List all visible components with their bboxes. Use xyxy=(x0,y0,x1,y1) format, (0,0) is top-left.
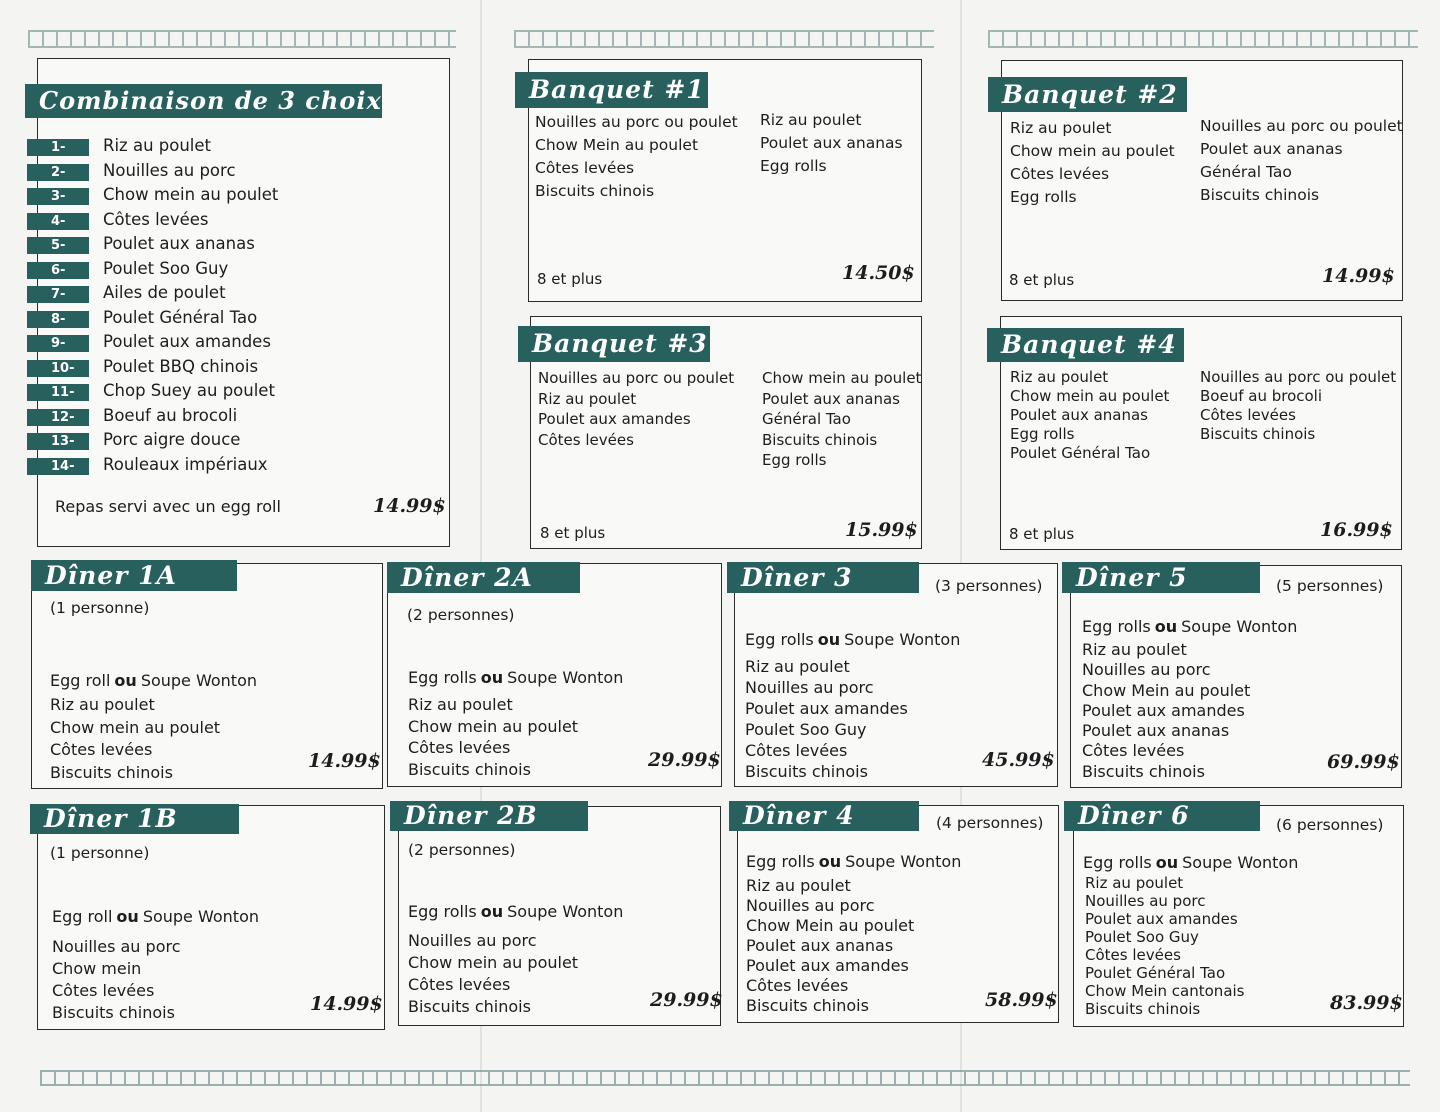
diner-item: Poulet Soo Guy xyxy=(745,720,867,739)
diner-item: Poulet aux amandes xyxy=(746,956,909,975)
diner-persons: (6 personnes) xyxy=(1276,816,1384,834)
diner-item: Poulet aux amandes xyxy=(1082,700,1245,720)
banquet-item: Chow mein au poulet xyxy=(1010,387,1170,405)
diner-item: Biscuits chinois xyxy=(50,762,173,782)
starter-egg-roll: Egg rolls xyxy=(1082,617,1151,636)
diner-item: Poulet aux ananas xyxy=(746,936,894,955)
banquet-1-items-left xyxy=(535,111,738,203)
combo-item-number: 3- xyxy=(27,188,89,205)
diner-item: Chow mein au poulet xyxy=(408,716,579,736)
diner-starter-choice xyxy=(408,902,623,921)
diner-title: Dîner 2B xyxy=(390,801,588,831)
diner-price: 29.99$ xyxy=(648,749,721,771)
combo-item-label: Poulet Général Tao xyxy=(103,307,258,327)
diner-price: 29.99$ xyxy=(650,989,723,1011)
starter-soup: Soupe Wonton xyxy=(507,902,624,921)
starter-or: ou xyxy=(1155,853,1179,872)
starter-or: ou xyxy=(480,668,504,687)
starter-soup: Soupe Wonton xyxy=(142,907,259,926)
diner-items xyxy=(1085,874,1245,1018)
banquet-4-items-left xyxy=(1010,368,1169,463)
combo-footer: Repas servi avec un egg roll xyxy=(55,497,281,516)
diner-title: Dîner 1A xyxy=(31,560,237,591)
diner-item: Poulet Général Tao xyxy=(1085,964,1226,982)
banquet-2-title: Banquet #2 xyxy=(988,77,1187,112)
banquet-item: Riz au poulet xyxy=(760,111,862,129)
diner-item: Riz au poulet xyxy=(408,695,513,714)
diner-price: 14.99$ xyxy=(310,993,383,1015)
combo-item-number: 1- xyxy=(27,139,89,156)
diner-title: Dîner 4 xyxy=(729,801,919,831)
diner-item: Côtes levées xyxy=(408,975,511,994)
combo-item-label: Poulet BBQ chinois xyxy=(103,356,259,376)
banquet-2-footer: 8 et plus xyxy=(1009,271,1075,289)
banquet-2-items-left xyxy=(1010,117,1175,209)
banquet-item: Général Tao xyxy=(762,410,851,428)
starter-or: ou xyxy=(817,630,841,649)
combo-item-number: 2- xyxy=(27,164,89,181)
combo-item-number: 5- xyxy=(27,237,89,254)
diner-persons: (5 personnes) xyxy=(1276,577,1384,595)
diner-item: Riz au poulet xyxy=(1082,640,1187,659)
banquet-item: Egg rolls xyxy=(1010,425,1075,443)
combo-item-label: Côtes levées xyxy=(103,209,209,229)
diner-item: Biscuits chinois xyxy=(1085,1000,1201,1018)
starter-egg-roll: Egg rolls xyxy=(408,902,477,921)
combo-item-label: Porc aigre douce xyxy=(103,430,241,449)
combo-item-number: 10- xyxy=(27,360,89,377)
starter-soup: Soupe Wonton xyxy=(844,630,961,649)
greek-key-border-top-middle xyxy=(514,30,934,48)
greek-key-border-bottom xyxy=(40,1070,1410,1086)
diner-persons: (2 personnes) xyxy=(408,841,516,859)
combo-title: Combinaison de 3 choix xyxy=(25,84,382,118)
starter-or: ou xyxy=(1154,617,1178,636)
diner-item: Nouilles au porc xyxy=(52,937,181,956)
banquet-3-items-right xyxy=(762,368,921,471)
diner-items xyxy=(408,930,578,1018)
banquet-4-title: Banquet #4 xyxy=(987,328,1184,362)
diner-item: Nouilles au porc xyxy=(1082,660,1211,680)
banquet-item: Nouilles au porc ou poulet xyxy=(1200,368,1397,386)
diner-item: Côtes levées xyxy=(746,976,849,995)
combo-item-label: Boeuf au brocoli xyxy=(103,405,238,425)
diner-starter-choice xyxy=(745,630,960,649)
combo-item-label: Chop Suey au poulet xyxy=(103,381,275,400)
starter-soup: Soupe Wonton xyxy=(140,671,257,690)
starter-egg-roll: Egg roll xyxy=(52,907,113,926)
combo-item-number: 11- xyxy=(27,384,89,401)
banquet-item: Egg rolls xyxy=(1010,188,1077,206)
starter-soup: Soupe Wonton xyxy=(1181,617,1298,636)
starter-or: ou xyxy=(114,671,137,690)
starter-or: ou xyxy=(116,907,139,926)
diner-item: Chow mein au poulet xyxy=(408,953,579,972)
banquet-item: Biscuits chinois xyxy=(1200,186,1320,204)
diner-item: Nouilles au porc xyxy=(745,678,874,697)
combo-item-number: 12- xyxy=(27,409,89,426)
banquet-item: Nouilles au porc ou poulet xyxy=(1200,117,1403,135)
diner-item: Biscuits chinois xyxy=(408,997,531,1016)
diner-starter-choice xyxy=(50,671,257,690)
combo-item-label: Chow mein au poulet xyxy=(103,185,279,204)
diner-item: Nouilles au porc xyxy=(408,931,537,950)
banquet-2-items-right xyxy=(1200,115,1403,207)
diner-title: Dîner 3 xyxy=(727,562,919,593)
diner-item: Chow mein xyxy=(52,959,142,978)
combo-item-number: 4- xyxy=(27,213,89,230)
banquet-item: Riz au poulet xyxy=(538,389,637,408)
diner-starter-choice xyxy=(746,852,961,871)
banquet-3-footer: 8 et plus xyxy=(540,524,606,542)
banquet-item: Nouilles au porc ou poulet xyxy=(535,113,738,131)
combo-item-label: Poulet Soo Guy xyxy=(103,258,229,278)
banquet-4-price: 16.99$ xyxy=(1320,519,1393,541)
banquet-item: Nouilles au porc ou poulet xyxy=(538,369,735,387)
diner-item: Poulet aux amandes xyxy=(745,699,908,718)
diner-items xyxy=(52,936,181,1024)
banquet-item: Chow Mein au poulet xyxy=(535,136,699,154)
banquet-item: Poulet aux ananas xyxy=(1200,140,1343,158)
banquet-item: Riz au poulet xyxy=(1010,368,1109,386)
diner-item: Poulet Soo Guy xyxy=(1085,928,1199,946)
starter-or: ou xyxy=(480,902,504,921)
diner-starter-choice xyxy=(52,907,259,926)
banquet-3-title: Banquet #3 xyxy=(518,326,710,362)
starter-egg-roll: Egg roll xyxy=(50,671,111,690)
banquet-item: Poulet Général Tao xyxy=(1010,444,1151,462)
diner-title: Dîner 1B xyxy=(30,804,239,834)
banquet-item: Côtes levées xyxy=(1200,406,1296,424)
diner-price: 83.99$ xyxy=(1330,992,1403,1014)
diner-starter-choice xyxy=(1082,617,1297,636)
diner-item: Riz au poulet xyxy=(745,657,850,676)
banquet-item: Poulet aux amandes xyxy=(538,410,691,428)
diner-persons: (2 personnes) xyxy=(407,606,515,624)
starter-egg-roll: Egg rolls xyxy=(1083,853,1152,872)
starter-soup: Soupe Wonton xyxy=(1182,853,1299,872)
combo-item-label: Rouleaux impériaux xyxy=(103,454,268,474)
banquet-2-price: 14.99$ xyxy=(1322,265,1395,287)
diner-item: Biscuits chinois xyxy=(746,996,869,1015)
diner-item: Biscuits chinois xyxy=(408,759,531,779)
banquet-1-footer: 8 et plus xyxy=(537,270,603,288)
diner-starter-choice xyxy=(408,668,623,687)
combo-item-label: Riz au poulet xyxy=(103,136,211,155)
starter-or: ou xyxy=(818,852,842,871)
diner-item: Chow Mein au poulet xyxy=(1082,680,1251,700)
banquet-item: Côtes levées xyxy=(538,430,634,449)
starter-soup: Soupe Wonton xyxy=(845,852,962,871)
diner-price: 45.99$ xyxy=(982,749,1055,771)
combo-item-number: 8- xyxy=(27,311,89,328)
diner-item: Côtes levées xyxy=(1085,946,1181,964)
diner-item: Biscuits chinois xyxy=(745,762,868,781)
starter-egg-roll: Egg rolls xyxy=(745,630,814,649)
diner-price: 69.99$ xyxy=(1327,751,1400,773)
banquet-item: Biscuits chinois xyxy=(1200,425,1316,443)
diner-item: Côtes levées xyxy=(50,740,153,759)
banquet-item: Général Tao xyxy=(1200,163,1292,181)
banquet-4-footer: 8 et plus xyxy=(1009,525,1075,543)
greek-key-border-top-left xyxy=(28,30,456,48)
diner-item: Côtes levées xyxy=(408,738,511,757)
diner-item: Biscuits chinois xyxy=(1082,761,1205,781)
diner-items xyxy=(408,694,578,780)
banquet-item: Poulet aux ananas xyxy=(1010,406,1148,424)
combo-card xyxy=(37,58,450,547)
banquet-item: Côtes levées xyxy=(1010,165,1110,183)
banquet-1-items-right xyxy=(760,109,903,178)
banquet-3-price: 15.99$ xyxy=(845,519,918,541)
diner-title: Dîner 5 xyxy=(1062,562,1260,593)
diner-price: 58.99$ xyxy=(985,989,1058,1011)
banquet-1-price: 14.50$ xyxy=(842,262,915,284)
combo-item-number: 14- xyxy=(27,458,89,475)
diner-item: Riz au poulet xyxy=(746,876,851,895)
banquet-1-title: Banquet #1 xyxy=(515,72,708,108)
diner-persons: (4 personnes) xyxy=(936,814,1044,832)
combo-item-number: 7- xyxy=(27,286,89,303)
banquet-item: Chow mein au poulet xyxy=(762,369,922,387)
starter-egg-roll: Egg rolls xyxy=(408,668,477,687)
diner-item: Chow Mein cantonais xyxy=(1085,982,1245,1000)
banquet-item: Poulet aux ananas xyxy=(760,134,903,152)
starter-egg-roll: Egg rolls xyxy=(746,852,815,871)
banquet-item: Boeuf au brocoli xyxy=(1200,387,1323,405)
diner-starter-choice xyxy=(1083,853,1298,872)
diner-item: Nouilles au porc xyxy=(1085,892,1206,910)
combo-item-number: 6- xyxy=(27,262,89,279)
combo-price: 14.99$ xyxy=(373,495,446,517)
banquet-item: Biscuits chinois xyxy=(762,430,878,449)
banquet-3-items-left xyxy=(538,368,734,450)
starter-soup: Soupe Wonton xyxy=(507,668,624,687)
banquet-item: Chow mein au poulet xyxy=(1010,142,1175,160)
diner-item: Nouilles au porc xyxy=(746,896,875,915)
diner-item: Côtes levées xyxy=(1082,741,1185,761)
diner-price: 14.99$ xyxy=(308,750,381,772)
diner-items xyxy=(1082,640,1250,782)
diner-title: Dîner 2A xyxy=(387,562,580,593)
diner-item: Chow Mein au poulet xyxy=(746,916,915,935)
banquet-item: Riz au poulet xyxy=(1010,119,1112,137)
diner-title: Dîner 6 xyxy=(1064,801,1260,831)
banquet-4-items-right xyxy=(1200,368,1396,444)
banquet-item: Biscuits chinois xyxy=(535,182,655,200)
banquet-item: Côtes levées xyxy=(535,159,635,177)
combo-item-label: Poulet aux ananas xyxy=(103,234,255,253)
diner-item: Poulet aux ananas xyxy=(1082,721,1230,741)
diner-persons: (3 personnes) xyxy=(935,577,1043,595)
diner-item: Riz au poulet xyxy=(50,695,155,714)
diner-persons: (1 personne) xyxy=(50,844,150,862)
banquet-item: Egg rolls xyxy=(760,157,827,175)
combo-item-label: Ailes de poulet xyxy=(103,283,226,302)
combo-item-label: Poulet aux amandes xyxy=(103,332,271,351)
diner-item: Riz au poulet xyxy=(1085,874,1184,892)
combo-item-number: 9- xyxy=(27,335,89,352)
diner-items xyxy=(745,656,908,782)
combo-item-number: 13- xyxy=(27,433,89,450)
diner-items xyxy=(746,876,914,1016)
diner-items xyxy=(50,694,220,784)
banquet-item: Poulet aux ananas xyxy=(762,389,900,408)
diner-item: Côtes levées xyxy=(52,981,155,1000)
diner-item: Chow mein au poulet xyxy=(50,717,221,737)
diner-persons: (1 personne) xyxy=(50,599,150,617)
greek-key-border-top-right xyxy=(988,30,1418,48)
combo-item-label: Nouilles au porc xyxy=(103,160,236,180)
diner-item: Côtes levées xyxy=(745,741,848,760)
diner-item: Biscuits chinois xyxy=(52,1003,175,1022)
diner-item: Poulet aux amandes xyxy=(1085,910,1238,928)
banquet-item: Egg rolls xyxy=(762,451,827,469)
